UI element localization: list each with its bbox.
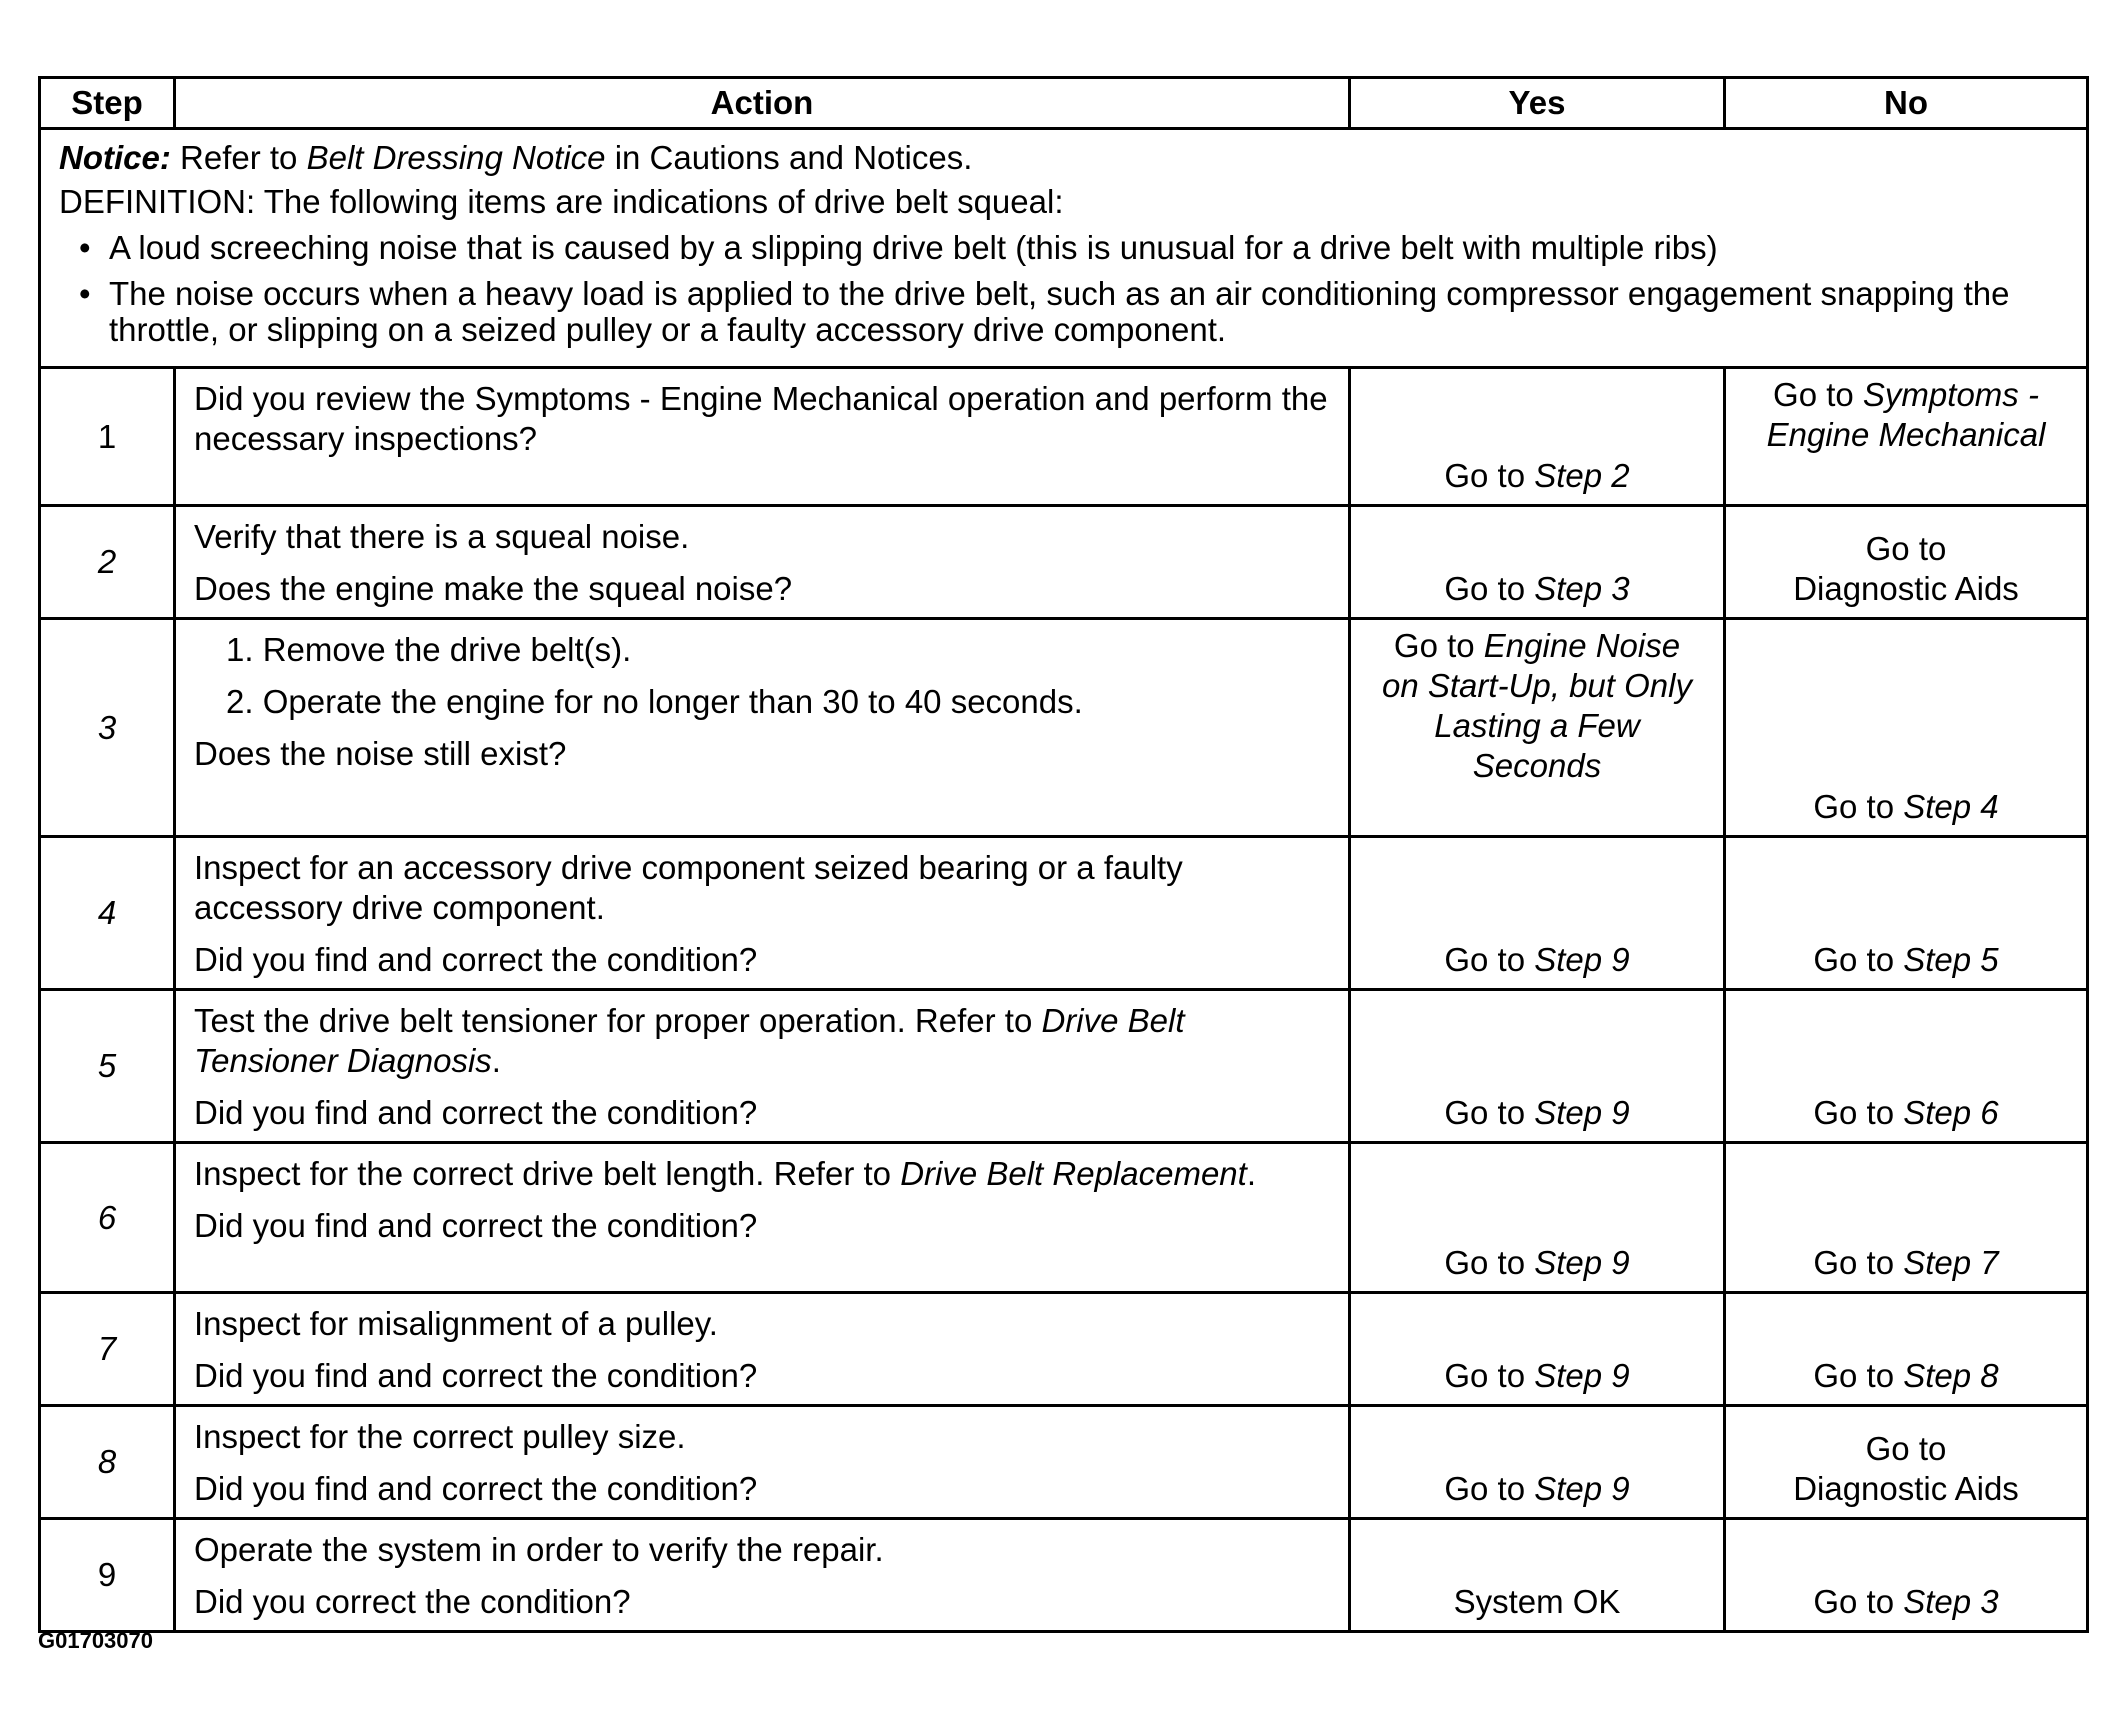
action-cell xyxy=(175,506,1350,619)
yes-cell xyxy=(1350,1406,1725,1519)
header-action: Action xyxy=(175,78,1350,129)
bullet-glyph: • xyxy=(79,275,91,312)
table-row xyxy=(40,368,2088,506)
go-to-text: Go to xyxy=(1773,376,1863,413)
step-number: 5 xyxy=(40,990,175,1143)
action-list-item: 1. Remove the drive belt(s). xyxy=(226,631,632,668)
action-cell xyxy=(175,1519,1350,1632)
yes-cell xyxy=(1350,1293,1725,1406)
action-text: Operate the system in order to verify the repair. xyxy=(194,1531,884,1568)
definition-bullet xyxy=(79,275,2068,348)
table-row xyxy=(40,990,2088,1143)
yes-cell xyxy=(1350,1143,1725,1293)
yes-cell xyxy=(1350,619,1725,837)
action-question: Did you find and correct the condition? xyxy=(194,1470,758,1507)
table-row xyxy=(40,1519,2088,1632)
action-text: Inspect for an accessory drive component seized bearing or a faulty accessory drive component. xyxy=(194,849,1183,926)
action-cell xyxy=(175,1143,1350,1293)
header-yes: Yes xyxy=(1350,78,1725,129)
no-ref: Step 3 xyxy=(1903,1583,1999,1620)
notice-cell xyxy=(40,129,2088,368)
action-text xyxy=(194,1154,1330,1194)
no-cell xyxy=(1725,1293,2088,1406)
action-question: Does the noise still exist? xyxy=(194,735,567,772)
no-cell xyxy=(1725,368,2088,506)
yes-cell xyxy=(1350,1519,1725,1632)
step-number: 7 xyxy=(40,1293,175,1406)
table-row xyxy=(40,837,2088,990)
step-number: 9 xyxy=(40,1519,175,1632)
figure-id: G01703070 xyxy=(38,1628,153,1653)
action-list xyxy=(194,630,1330,722)
action-text: Did you review the Symptoms - Engine Mechanical operation and perform the necessary inspections? xyxy=(194,380,1328,457)
action-text: Inspect for misalignment of a pulley. xyxy=(194,1305,718,1342)
bullet-glyph: • xyxy=(79,229,91,266)
action-cell xyxy=(175,1406,1350,1519)
yes-cell xyxy=(1350,368,1725,506)
action-question: Did you find and correct the condition? xyxy=(194,1207,758,1244)
go-to-text: Go to xyxy=(1813,788,1904,825)
table-row xyxy=(40,1143,2088,1293)
go-to-text: Go to xyxy=(1813,1357,1904,1394)
yes-cell xyxy=(1350,506,1725,619)
header-step: Step xyxy=(40,78,175,129)
go-to-text: Go to xyxy=(1444,570,1535,607)
action-list-item: 2. Operate the engine for no longer than 30 to 40 seconds. xyxy=(226,683,1083,720)
action-ref: Drive Belt Tensioner Diagnosis xyxy=(194,1002,1185,1079)
bullet-text: The noise occurs when a heavy load is applied to the drive belt, such as an air conditioning compressor engagement snapping the throttle, or slipping on a seized pulley or a faulty accessory drive component. xyxy=(109,275,2010,348)
yes-cell xyxy=(1350,837,1725,990)
table-row xyxy=(40,619,2088,837)
action-cell xyxy=(175,1293,1350,1406)
action-question: Did you find and correct the condition? xyxy=(194,1094,758,1131)
definition-line: DEFINITION: The following items are indications of drive belt squeal: xyxy=(59,183,1064,220)
yes-cell xyxy=(1350,990,1725,1143)
table-row xyxy=(40,506,2088,619)
step-number: 4 xyxy=(40,837,175,990)
no-ref: Step 7 xyxy=(1903,1244,1999,1281)
yes-ref: Step 2 xyxy=(1534,457,1630,494)
no-cell xyxy=(1725,990,2088,1143)
action-cell xyxy=(175,837,1350,990)
yes-ref: Step 9 xyxy=(1534,1244,1630,1281)
action-ref: Drive Belt Replacement xyxy=(900,1155,1247,1192)
action-cell xyxy=(175,619,1350,837)
yes-ref: Step 9 xyxy=(1534,941,1630,978)
no-ref: Step 4 xyxy=(1903,788,1999,825)
notice-row xyxy=(40,129,2088,368)
go-to-text: Go to xyxy=(1444,1357,1535,1394)
definition-bullets xyxy=(59,230,2068,348)
action-cell xyxy=(175,368,1350,506)
step-number: 2 xyxy=(40,506,175,619)
action-cell xyxy=(175,990,1350,1143)
yes-ref: Engine Noise on Start-Up, but Only Lasting a Few Seconds xyxy=(1382,627,1692,784)
no-cell xyxy=(1725,1406,2088,1519)
go-to-text: Go to xyxy=(1813,1244,1904,1281)
no-line2: Diagnostic Aids xyxy=(1793,570,2019,607)
definition-bullet xyxy=(79,229,2068,266)
action-text xyxy=(194,1001,1330,1081)
no-line1: Go to xyxy=(1865,1430,1947,1467)
bullet-text: A loud screeching noise that is caused by a slipping drive belt (this is unusual for a drive belt with multiple ribs) xyxy=(109,229,1718,266)
action-question: Does the engine make the squeal noise? xyxy=(194,570,793,607)
yes-ref: Step 9 xyxy=(1534,1094,1630,1131)
yes-ref: Step 3 xyxy=(1534,570,1630,607)
action-text-pre: Test the drive belt tensioner for proper operation. Refer to xyxy=(194,1002,1042,1039)
table-row xyxy=(40,1293,2088,1406)
yes-ref: Step 9 xyxy=(1534,1357,1630,1394)
drive-belt-squeal-diagnostic-table xyxy=(38,76,2089,1633)
no-cell xyxy=(1725,837,2088,990)
action-text-pre: Inspect for the correct drive belt length. Refer to xyxy=(194,1155,901,1192)
action-question: Did you find and correct the condition? xyxy=(194,941,758,978)
header-row xyxy=(40,78,2088,129)
table-row xyxy=(40,1406,2088,1519)
no-line1: Go to xyxy=(1865,530,1947,567)
action-text-post: . xyxy=(491,1042,501,1079)
action-question: Did you correct the condition? xyxy=(194,1583,631,1620)
step-number: 3 xyxy=(40,619,175,837)
action-text: Verify that there is a squeal noise. xyxy=(194,518,690,555)
no-ref: Symptoms - Engine Mechanical xyxy=(1766,376,2046,453)
notice-label: Notice: xyxy=(59,139,171,176)
no-cell xyxy=(1725,619,2088,837)
notice-line xyxy=(59,136,2068,180)
action-question: Did you find and correct the condition? xyxy=(194,1357,758,1394)
diagnostic-table-container xyxy=(38,76,2086,1633)
go-to-text: Go to xyxy=(1444,1094,1535,1131)
no-cell xyxy=(1725,1519,2088,1632)
action-text-post: . xyxy=(1246,1155,1257,1192)
go-to-text: Go to xyxy=(1813,1094,1904,1131)
no-line2: Diagnostic Aids xyxy=(1793,1470,2019,1507)
go-to-text: Go to xyxy=(1813,1583,1904,1620)
notice-text-after: in Cautions and Notices. xyxy=(605,139,973,176)
go-to-text: Go to xyxy=(1813,941,1904,978)
no-ref: Step 6 xyxy=(1903,1094,1999,1131)
no-cell xyxy=(1725,1143,2088,1293)
go-to-text: Go to xyxy=(1444,941,1535,978)
go-to-text: Go to xyxy=(1393,627,1484,664)
step-number: 8 xyxy=(40,1406,175,1519)
yes-ref: Step 9 xyxy=(1534,1470,1630,1507)
header-no: No xyxy=(1725,78,2088,129)
action-text: Inspect for the correct pulley size. xyxy=(194,1418,686,1455)
go-to-text: Go to xyxy=(1444,1244,1535,1281)
go-to-text: Go to xyxy=(1444,457,1535,494)
notice-text-before: Refer to xyxy=(170,139,307,176)
step-number: 6 xyxy=(40,1143,175,1293)
no-ref: Step 8 xyxy=(1903,1357,1999,1394)
no-cell xyxy=(1725,506,2088,619)
no-ref: Step 5 xyxy=(1903,941,1999,978)
notice-ref: Belt Dressing Notice xyxy=(306,139,606,176)
yes-text: System OK xyxy=(1453,1583,1621,1620)
step-number: 1 xyxy=(40,368,175,506)
go-to-text: Go to xyxy=(1444,1470,1535,1507)
